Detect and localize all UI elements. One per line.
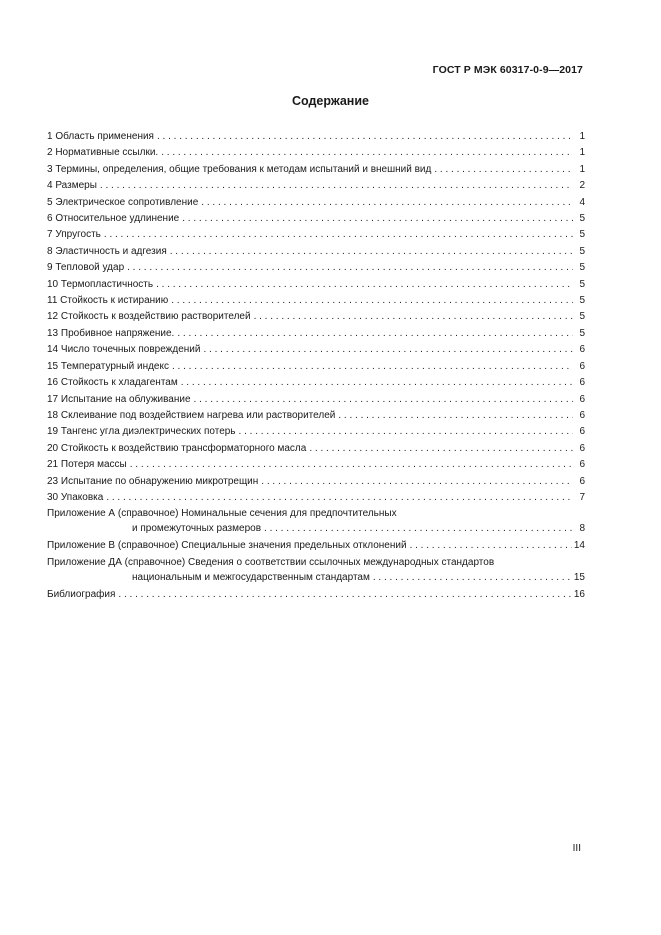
toc-entry-page: 1 [579,147,585,159]
toc-entry-page: 6 [579,393,585,405]
toc-entry-page: 5 [579,262,585,274]
toc-entry-label-cont: национальным и межгосударственным стандартам [132,571,370,583]
toc-entry-page: 2 [579,180,585,192]
toc-entry[interactable] [47,441,585,457]
toc-entry-label: 18 Склеивание под воздействием нагрева или растворителей [47,409,336,421]
toc-leader-dots [410,538,572,554]
toc-entry-page: 15 [573,571,585,583]
toc-entry-page: 6 [579,442,585,454]
toc-entry[interactable] [47,211,585,227]
toc-leader-dots [130,457,573,473]
toc-entry-label: 14 Число точечных повреждений [47,344,201,356]
toc-entry-label: 9 Тепловой удар [47,262,125,274]
toc-entry[interactable] [47,457,585,473]
toc-entry-bibliography[interactable] [47,587,585,603]
toc-entry-label: 12 Стойкость к воздействию растворителей [47,311,251,323]
toc-entry-label: 20 Стойкость к воздействию трансформаторного масла [47,442,307,454]
toc-entry-page: 5 [579,245,585,257]
toc-leader-dots [161,145,573,161]
toc-entry-label: 13 Пробивное напряжение. [47,327,175,339]
toc-entry-label: 30 Упаковка [47,491,104,503]
toc-entry-page: 6 [579,360,585,372]
toc-entry-label: 8 Эластичность и адгезия [47,245,167,257]
toc-entry[interactable] [47,195,585,211]
toc-title: Содержание [291,94,369,108]
toc-leader-dots [157,129,573,145]
toc-entry-page: 16 [573,588,585,600]
toc-leader-dots [182,211,573,227]
toc-entry[interactable] [47,293,585,309]
toc-entry-label: 21 Потеря массы [47,459,127,471]
toc-entry[interactable] [47,375,585,391]
toc-entry-page: 6 [579,426,585,438]
toc-entry-page: 8 [579,523,585,535]
toc-entry[interactable] [47,326,585,342]
toc-entry-page: 5 [579,327,585,339]
toc-entry-page: 6 [579,409,585,421]
toc-entry[interactable] [47,244,585,260]
toc-entry[interactable] [47,490,585,506]
toc-entry-page: 4 [579,196,585,208]
toc-entry-page: 5 [579,278,585,290]
toc-leader-dots [373,570,572,585]
toc-leader-dots [254,309,573,325]
toc-entry-label: Приложение В (справочное) Специальные значения предельных отклонений [47,540,407,552]
toc-entry-label-cont: и промежуточных размеров [132,523,262,535]
toc-leader-dots [106,490,573,506]
toc-leader-dots [170,244,573,260]
toc-leader-dots [172,359,573,375]
toc-entry-continuation [47,570,585,585]
toc-entry-page: 6 [579,459,585,471]
toc-entry[interactable] [47,359,585,375]
toc-entry-label: 5 Электрическое сопротивление [47,196,199,208]
toc-entry-label: 10 Термопластичность [47,278,154,290]
toc-entry[interactable] [47,342,585,358]
toc-entry[interactable] [47,227,585,243]
toc-leader-dots [201,195,573,211]
toc-leader-dots [171,293,573,309]
toc-entry-label: 7 Упругость [47,229,101,241]
toc-entry-page: 6 [579,377,585,389]
toc-entry-label: 16 Стойкость к хладагентам [47,377,178,389]
toc-entry-label: 6 Относительное удлинение [47,213,180,225]
toc-entry-appendix-a[interactable] [47,506,585,536]
toc-leader-dots [434,162,573,178]
toc-entry-page: 6 [579,475,585,487]
toc-entry[interactable] [47,474,585,490]
toc-leader-dots [239,424,573,440]
toc-entry-label: Приложение А (справочное) Номинальные сечения для предпочтительных [47,508,397,520]
toc-entry[interactable] [47,309,585,325]
toc-entry-label: 19 Тангенс угла диэлектрических потерь [47,426,236,438]
toc-leader-dots [100,178,573,194]
toc-entry[interactable] [47,162,585,178]
toc-entry[interactable] [47,145,585,161]
toc-entry[interactable] [47,277,585,293]
toc-entry-label: 3 Термины, определения, общие требования к методам испытаний и внешний вид [47,163,432,175]
toc-leader-dots [194,392,573,408]
document-id: ГОСТ Р МЭК 60317-0-9—2017 [432,64,583,76]
toc-entry[interactable] [47,260,585,276]
toc-entry-appendix-b[interactable] [47,538,585,554]
toc-leader-dots [118,587,571,603]
toc-entry-label: Библиография [47,588,116,600]
toc-leader-dots [104,227,573,243]
toc-entry-page: 5 [579,213,585,225]
toc-entry-page: 1 [579,131,585,142]
toc-leader-dots [177,326,573,342]
toc-entry[interactable] [47,392,585,408]
toc-leader-dots [264,521,573,536]
toc-leader-dots [203,342,573,358]
toc-entry[interactable] [47,424,585,440]
toc-entry-page: 7 [579,491,585,503]
toc-entry-page: 6 [579,344,585,356]
toc-entry-appendix-da[interactable] [47,555,585,585]
toc-entries [47,129,585,506]
toc-entry[interactable] [47,408,585,424]
toc-entry-label: 23 Испытание по обнаружению микротрещин [47,475,259,487]
toc-entry-page: 5 [579,295,585,307]
toc-leader-dots [181,375,573,391]
toc-entry[interactable] [47,129,585,145]
toc-entry-page: 5 [579,311,585,323]
toc-entry-label: 11 Стойкость к истиранию [47,295,169,307]
toc-entry-page: 14 [573,540,585,552]
toc-entry[interactable] [47,178,585,194]
toc-leader-dots [338,408,573,424]
toc-leader-dots [156,277,573,293]
toc-entry-page: 1 [579,163,585,175]
toc-entry-label: 17 Испытание на облуживание [47,393,191,405]
toc-entry-label: 15 Температурный индекс [47,360,169,372]
toc-leader-dots [309,441,573,457]
table-of-contents [47,129,585,603]
toc-entry-page: 5 [579,229,585,241]
toc-entry-label: 2 Нормативные ссылки. [47,147,159,159]
toc-entry-label: 4 Размеры [47,180,97,192]
page-number: III [572,843,581,854]
toc-entry-label: 1 Область применения [47,131,154,142]
toc-entry-label: Приложение ДА (справочное) Сведения о соответствии ссылочных международных стандартов [47,556,495,568]
toc-entry-continuation [47,521,585,536]
toc-leader-dots [127,260,573,276]
toc-leader-dots [261,474,573,490]
